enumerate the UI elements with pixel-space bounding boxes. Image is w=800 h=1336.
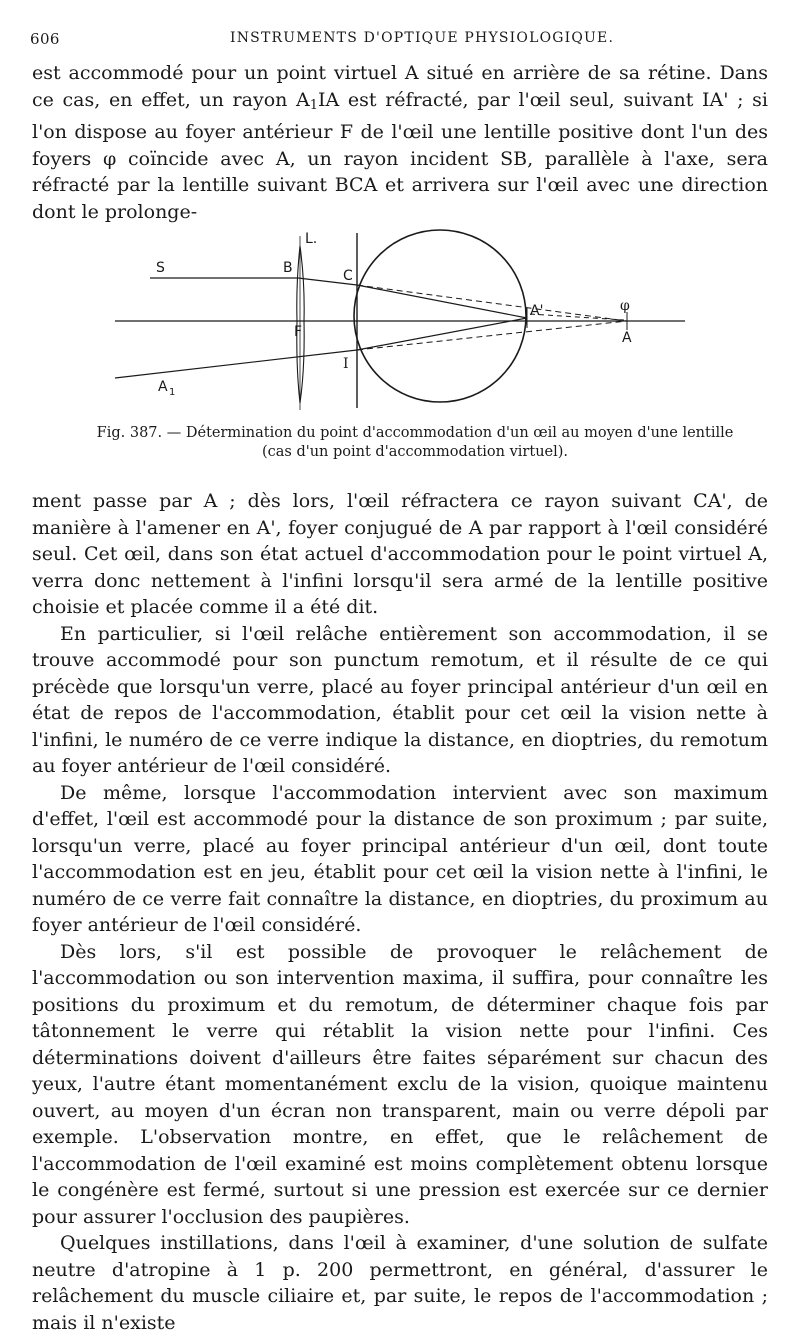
label-F: F — [294, 324, 303, 340]
label-A: A — [622, 330, 632, 346]
label-C: C — [343, 268, 353, 284]
page-number: 606 — [30, 30, 60, 48]
label-A-prime: A' — [530, 303, 544, 319]
ray-I-to-A-dashed — [357, 321, 627, 350]
label-I: I — [343, 356, 349, 372]
main-text-block — [32, 488, 768, 1336]
subscript-1: 1 — [309, 97, 319, 113]
figure-387-diagram — [100, 228, 700, 413]
paragraph-4: Dès lors, s'il est possible de provoquer le relâchement de l'accommodation ou son intervention maxima, il suffira, pour connaître les positions du proximum et du remotum, de déterminer chaque fois par tâtonnement le verre qui rétablit la vision nette pour l'infini. Ces déterminations doivent d'ailleurs être faites séparément sur chacun des yeux, l'autre étant momentanément exclu de la vision, quoique maintenu ouvert, au moyen d'un écran non transparent, main ou verre dépoli par exemple. L'observation montre, en effet, que le relâchement de l'accommodation de l'œil examiné est moins complètement obtenu lorsque le congénère est fermé, surtout si une pression est exercée sur ce dernier pour assurer l'occlusion des paupières. — [32, 940, 768, 1228]
caption-line-2: (cas d'un point d'accommodation virtuel). — [261, 444, 569, 460]
figure-caption — [60, 424, 770, 462]
ray-CA-prime — [357, 285, 527, 318]
label-A1-subscript: 1 — [169, 387, 176, 398]
top-paragraph-part1: est accommodé pour un point virtuel A situé en arrière de sa rétine. Dans ce cas, en effet, un rayon A — [32, 62, 768, 111]
label-S: S — [156, 260, 165, 276]
label-phi: φ — [620, 298, 630, 314]
caption-line-1: Fig. 387. — Détermination du point d'accommodation d'un œil au moyen d'une lentille — [96, 425, 734, 441]
page-header — [30, 30, 770, 52]
ray-C-to-A-dashed — [357, 285, 627, 321]
label-A1: A — [158, 379, 168, 395]
eye-circle — [354, 230, 526, 402]
running-title: INSTRUMENTS D'OPTIQUE PHYSIOLOGIQUE. — [230, 30, 615, 46]
paragraph-5: Quelques instillations, dans l'œil à examiner, d'une solution de sulfate neutre d'atropine à 1 p. 200 permettront, en général, d'assurer le relâchement du muscle ciliaire et, par suite, le repos de l'accommodation ; mais il n'existe — [32, 1232, 768, 1334]
paragraph-3: De même, lorsque l'accommodation intervient avec son maximum d'effet, l'œil est accommodé pour la distance de son proximum ; par suite, lorsqu'un verre, placé au foyer principal antérieur d'un œil, dont toute l'accommodation est en jeu, établit pour cet œil la vision nette à l'infini, le numéro de ce verre fait connaître la distance, en dioptries, du proximum au foyer antérieur de l'œil considéré. — [32, 781, 768, 936]
top-paragraph-part2: IA est réfracté, par l'œil seul, suivant IA' ; si l'on dispose au foyer antérieur F de l'œil une lentille positive dont l'un des foyers φ coïncide avec A, un rayon incident SB, parallèle à l'axe, sera réfracté par la lentille suivant BCA et arrivera sur l'œil avec une direction dont le prolonge- — [32, 88, 768, 223]
ray-A1-I — [115, 350, 357, 378]
paragraph-1: ment passe par A ; dès lors, l'œil réfractera ce rayon suivant CA', de manière à l'amener en A', foyer conjugué de A par rapport à l'œil considéré seul. Cet œil, dans son état actuel d'accommodation pour le point virtuel A, verra donc nettement à l'infini lorsqu'il sera armé de la lentille positive choisie et placée comme il a été dit. — [32, 490, 768, 618]
label-L: L. — [305, 231, 318, 247]
top-text-block — [32, 60, 768, 225]
label-B: B — [283, 260, 293, 276]
paragraph-2: En particulier, si l'œil relâche entièrement son accommodation, il se trouve accommodé pour son punctum remotum, et il résulte de ce qui précède que lorsqu'un verre, placé au foyer principal antérieur d'un œil en état de repos de l'accommodation, établit pour cet œil la vision nette à l'infini, le numéro de ce verre indique la distance, en dioptries, du remotum au foyer antérieur de l'œil considéré. — [32, 622, 768, 777]
top-paragraph — [32, 60, 768, 225]
